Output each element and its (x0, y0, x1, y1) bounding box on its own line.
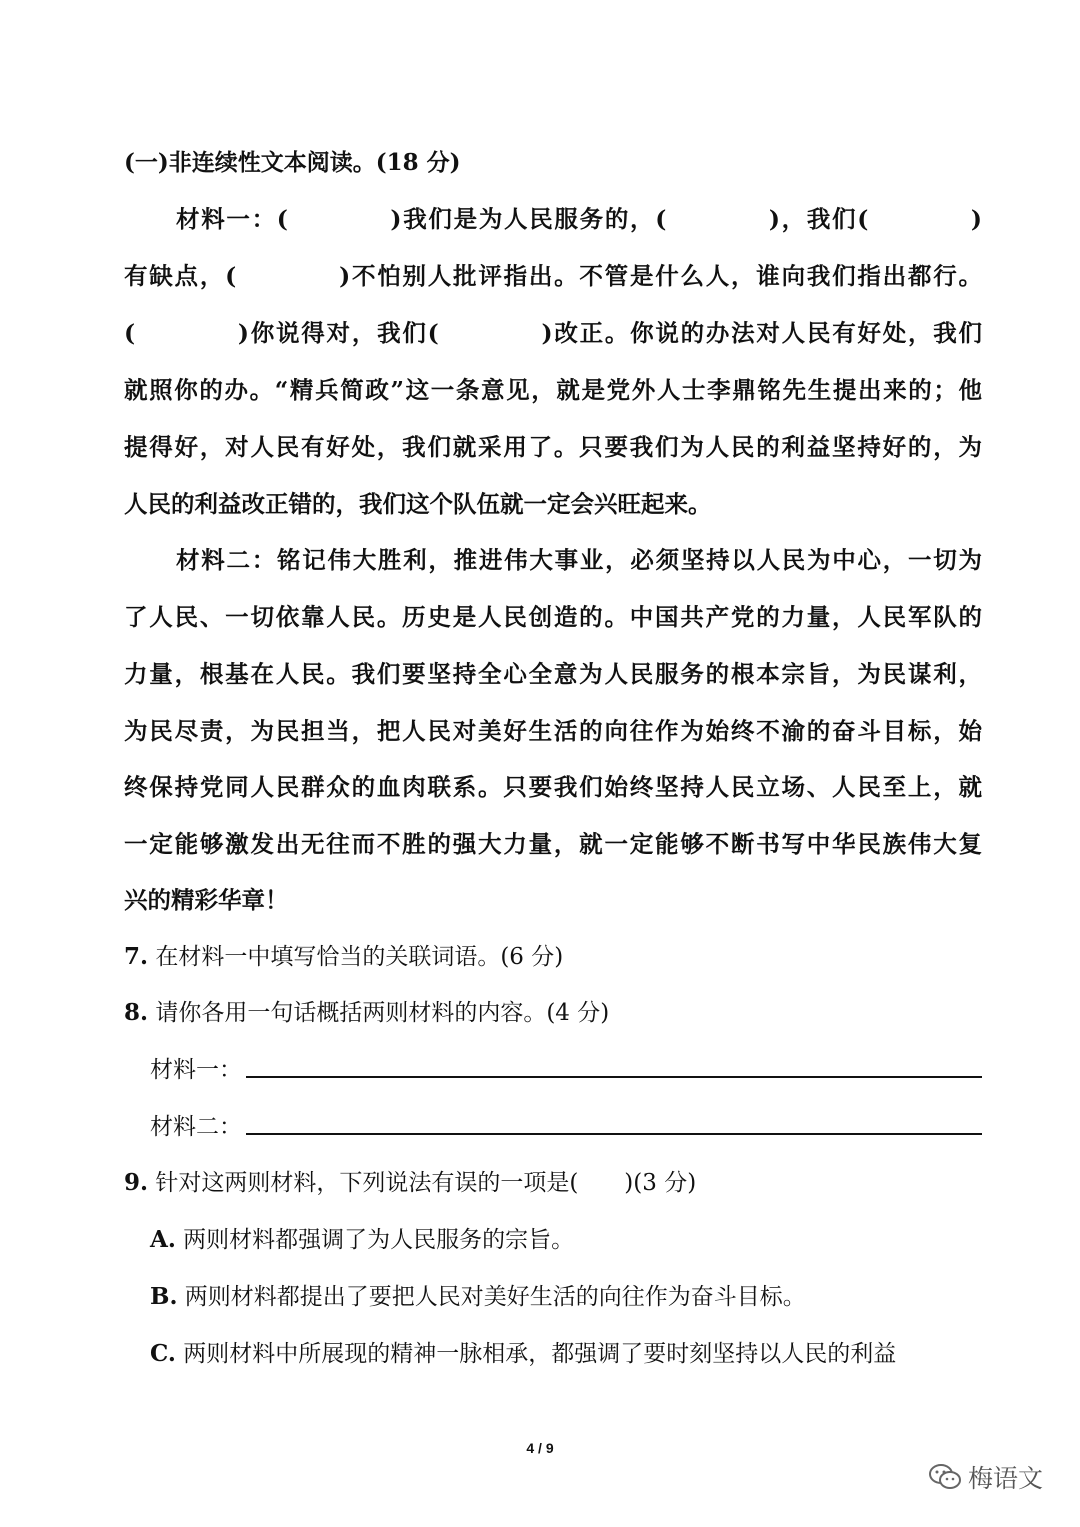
question-7-text: 在材料一中填写恰当的关联词语。(6 分) (155, 944, 564, 970)
material2-line-3: 力量，根基在人民。我们要坚持全心全意为人民服务的根本宗旨，为民谋利， (124, 660, 982, 688)
material2-line-5: 终保持党同人民群众的血肉联系。只要我们始终坚持人民立场、人民至上，就 (124, 773, 982, 801)
material1-line-6: 人民的利益改正错的，我们这个队伍就一定会兴旺起来。 (124, 490, 712, 518)
question-8-text: 请你各用一句话概括两则材料的内容。(4 分) (155, 1000, 610, 1026)
question-7-number: 7. (124, 943, 149, 970)
option-a[interactable] (150, 1221, 574, 1254)
section-title: (一)非连续性文本阅读。(18 分) (124, 149, 461, 176)
option-b[interactable] (150, 1278, 806, 1311)
question-9 (124, 1164, 696, 1197)
material2-line-4: 为民尽责，为民担当，把人民对美好生活的向往作为始终不渝的奋斗目标，始 (124, 717, 982, 745)
material1-line-5: 提得好，对人民有好处，我们就采用了。只要我们为人民的利益坚持好的，为 (124, 433, 982, 461)
option-a-text: 两则材料都强调了为人民服务的宗旨。 (183, 1227, 575, 1253)
option-a-label: A. (150, 1226, 176, 1253)
wechat-icon (928, 1463, 962, 1491)
watermark-text: 梅语文 (968, 1464, 1044, 1493)
option-c[interactable] (150, 1335, 896, 1368)
material2-line-1: 材料二：铭记伟大胜利，推进伟大事业，必须坚持以人民为中心，一切为 (176, 546, 982, 574)
material2-line-2: 了人民、一切依靠人民。历史是人民创造的。中国共产党的力量，人民军队的 (124, 603, 982, 631)
question-8 (124, 994, 609, 1027)
material1-line-2: 有缺点，( )不怕别人批评指出。不管是什么人，谁向我们指出都行。 (124, 262, 982, 290)
answer-line-material2[interactable] (246, 1133, 982, 1135)
material1-line-3: ( )你说得对，我们( )改正。你说的办法对人民有好处，我们 (124, 319, 982, 347)
answer-label-material2: 材料二： (150, 1114, 242, 1140)
material2-line-7: 兴的精彩华章！ (124, 886, 289, 914)
option-c-label: C. (150, 1340, 176, 1367)
question-8-number: 8. (124, 999, 149, 1026)
material2-line-6: 一定能够激发出无往而不胜的强大力量，就一定能够不断书写中华民族伟大复 (124, 830, 982, 858)
answer-label-material1: 材料一： (150, 1057, 242, 1083)
question-9-number: 9. (124, 1169, 149, 1196)
option-b-label: B. (150, 1283, 178, 1310)
question-7 (124, 938, 563, 971)
material1-line-1: 材料一：( )我们是为人民服务的，( )，我们( ) (176, 205, 982, 233)
question-9-text: 针对这两则材料，下列说法有误的一项是( )(3 分) (155, 1170, 697, 1196)
watermark (928, 1459, 1043, 1495)
option-b-text: 两则材料都提出了要把人民对美好生活的向往作为奋斗目标。 (184, 1284, 806, 1310)
option-c-text: 两则材料中所展现的精神一脉相承，都强调了要时刻坚持以人民的利益 (183, 1341, 897, 1367)
page-number: 4 / 9 (526, 1440, 554, 1456)
answer-line-material1[interactable] (246, 1076, 982, 1078)
material1-line-4: 就照你的办。“精兵简政”这一条意见，就是党外人士李鼎铭先生提出来的；他 (124, 376, 982, 404)
